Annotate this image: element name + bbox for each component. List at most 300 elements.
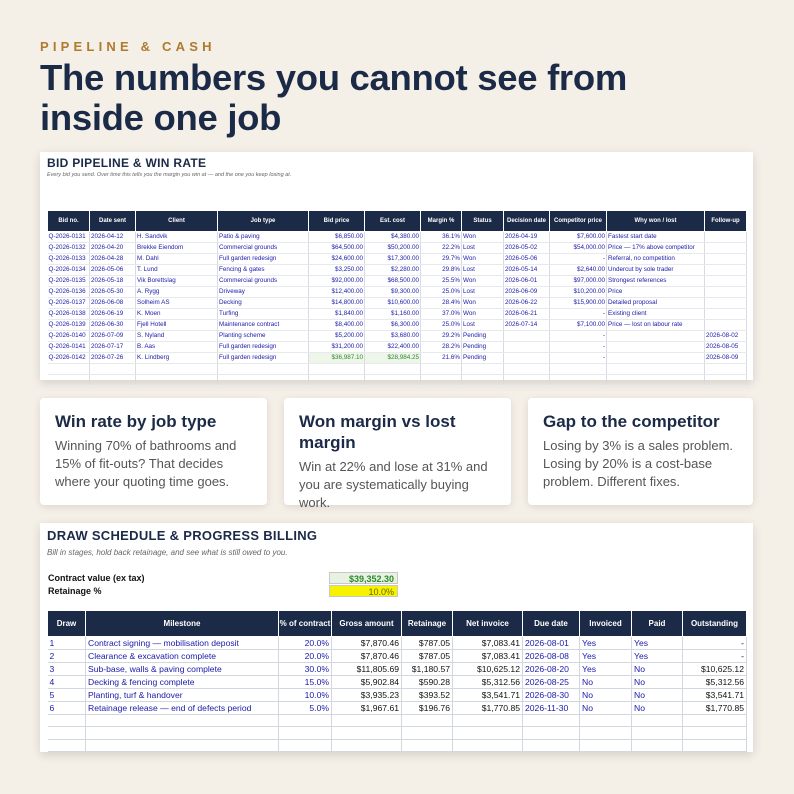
table-cell[interactable] (523, 727, 580, 739)
table-cell[interactable]: Price — lost on labour rate (607, 320, 705, 331)
table-row (48, 309, 747, 320)
table-cell[interactable]: $393.52 (402, 689, 453, 702)
table-cell[interactable]: Q-2026-0140 (48, 331, 90, 342)
table-cell[interactable]: No (632, 702, 683, 715)
table-cell[interactable]: 2026-04-28 (90, 254, 136, 265)
table-cell[interactable]: Fjell Hotell (136, 320, 218, 331)
table-cell[interactable]: 29.2% (421, 331, 462, 342)
table-cell[interactable]: $10,200.00 (550, 287, 607, 298)
table-cell[interactable] (523, 715, 580, 727)
table-cell[interactable] (90, 364, 136, 375)
table-cell[interactable]: Full garden redesign (218, 342, 309, 353)
table-cell[interactable]: Price (607, 287, 705, 298)
table-cell[interactable]: M. Dahl (136, 254, 218, 265)
table-cell[interactable]: - (683, 650, 747, 663)
table-cell[interactable]: 29.8% (421, 265, 462, 276)
table-cell[interactable] (48, 375, 90, 386)
table-cell[interactable] (523, 739, 580, 751)
table-cell[interactable]: 1 (48, 637, 86, 650)
table-cell[interactable]: $12,400.00 (309, 287, 365, 298)
table-cell[interactable]: $2,640.00 (550, 265, 607, 276)
table-cell[interactable] (580, 715, 632, 727)
table-cell[interactable]: 10.0% (279, 689, 332, 702)
table-cell[interactable] (632, 715, 683, 727)
table-cell[interactable] (218, 364, 309, 375)
table-cell[interactable]: $5,312.56 (453, 676, 523, 689)
table-cell[interactable] (402, 715, 453, 727)
table-cell[interactable]: $36,987.10 (309, 353, 365, 364)
table-cell[interactable]: 20.0% (279, 650, 332, 663)
table-cell[interactable]: 2026-06-08 (90, 298, 136, 309)
table-cell[interactable]: $10,625.12 (453, 663, 523, 676)
column-header[interactable]: Status (462, 211, 504, 232)
column-header[interactable]: % of contract (279, 611, 332, 637)
table-cell[interactable]: $11,805.69 (332, 663, 402, 676)
table-cell[interactable] (705, 243, 747, 254)
column-header[interactable]: Paid (632, 611, 683, 637)
table-cell[interactable]: $787.05 (402, 637, 453, 650)
table-cell[interactable]: Q-2026-0134 (48, 265, 90, 276)
table-cell[interactable] (504, 342, 550, 353)
empty-row (48, 727, 747, 739)
table-cell[interactable] (705, 364, 747, 375)
eyebrow-label: PIPELINE & CASH (40, 39, 216, 54)
table-cell[interactable]: 2026-07-14 (504, 320, 550, 331)
table-cell[interactable]: 2 (48, 650, 86, 663)
table-cell[interactable]: Pending (462, 342, 504, 353)
table-cell[interactable] (86, 739, 279, 751)
column-header[interactable]: Gross amount (332, 611, 402, 637)
table-cell[interactable]: 2026-05-18 (90, 276, 136, 287)
table-cell[interactable] (86, 727, 279, 739)
card-competitor-gap (528, 398, 753, 505)
table-cell[interactable]: Referral, no competition (607, 254, 705, 265)
table-cell[interactable]: Yes (580, 637, 632, 650)
table-cell[interactable]: Full garden redesign (218, 353, 309, 364)
table-cell[interactable]: $9,300.00 (365, 287, 421, 298)
table-cell[interactable] (632, 727, 683, 739)
table-cell[interactable] (705, 265, 747, 276)
column-header[interactable]: Why won / lost (607, 211, 705, 232)
table-cell[interactable]: Won (462, 254, 504, 265)
table-cell[interactable]: Planting, turf & handover (86, 689, 279, 702)
contract-value-input[interactable]: $39,352.30 (329, 572, 398, 584)
column-header[interactable]: Client (136, 211, 218, 232)
table-cell[interactable]: 37.0% (421, 309, 462, 320)
table-cell[interactable]: 2026-06-01 (504, 276, 550, 287)
table-cell[interactable]: $7,600.00 (550, 232, 607, 243)
table-cell[interactable] (504, 353, 550, 364)
column-header[interactable]: Decision date (504, 211, 550, 232)
table-cell[interactable]: $28,984.25 (365, 353, 421, 364)
table-cell[interactable] (218, 375, 309, 386)
table-cell[interactable]: 2026-08-01 (523, 637, 580, 650)
column-header[interactable]: Bid no. (48, 211, 90, 232)
table-cell[interactable]: Q-2026-0137 (48, 298, 90, 309)
table-cell[interactable]: $6,300.00 (365, 320, 421, 331)
table-cell[interactable]: 2026-07-09 (90, 331, 136, 342)
table-cell[interactable]: $14,800.00 (309, 298, 365, 309)
table-cell[interactable]: 2026-07-17 (90, 342, 136, 353)
table-cell[interactable]: $15,900.00 (550, 298, 607, 309)
column-header[interactable]: Date sent (90, 211, 136, 232)
table-cell[interactable]: Q-2026-0133 (48, 254, 90, 265)
draw-sheet-title: DRAW SCHEDULE & PROGRESS BILLING (47, 528, 318, 543)
table-cell[interactable]: $1,770.85 (453, 702, 523, 715)
table-cell[interactable]: $50,200.00 (365, 243, 421, 254)
table-cell[interactable]: Q-2026-0136 (48, 287, 90, 298)
table-cell[interactable]: Contract signing — mobilisation deposit (86, 637, 279, 650)
table-cell[interactable] (453, 715, 523, 727)
table-cell[interactable]: $5,902.84 (332, 676, 402, 689)
table-cell[interactable] (309, 375, 365, 386)
card-win-rate (40, 398, 267, 505)
column-header[interactable]: Due date (523, 611, 580, 637)
table-cell[interactable]: 2026-04-12 (90, 232, 136, 243)
table-cell[interactable] (365, 375, 421, 386)
table-cell[interactable]: Q-2026-0141 (48, 342, 90, 353)
table-cell[interactable]: $3,250.00 (309, 265, 365, 276)
table-cell[interactable]: 3 (48, 663, 86, 676)
table-cell[interactable]: Decking (218, 298, 309, 309)
table-cell[interactable] (705, 276, 747, 287)
column-header[interactable]: Est. cost (365, 211, 421, 232)
table-cell[interactable]: $1,180.57 (402, 663, 453, 676)
table-cell[interactable] (580, 739, 632, 751)
table-cell[interactable] (705, 232, 747, 243)
table-cell[interactable] (705, 320, 747, 331)
table-cell[interactable]: Detailed proposal (607, 298, 705, 309)
table-cell[interactable]: Clearance & excavation complete (86, 650, 279, 663)
table-cell[interactable] (550, 364, 607, 375)
table-cell[interactable] (48, 364, 90, 375)
table-cell[interactable] (421, 375, 462, 386)
empty-row (48, 375, 747, 386)
column-header[interactable]: Draw (48, 611, 86, 637)
table-cell[interactable] (453, 727, 523, 739)
table-cell[interactable]: 2026-05-14 (504, 265, 550, 276)
table-cell[interactable] (462, 375, 504, 386)
table-cell[interactable]: 2026-08-30 (523, 689, 580, 702)
table-cell[interactable]: Brekke Eiendom (136, 243, 218, 254)
table-cell[interactable] (332, 739, 402, 751)
table-cell[interactable] (607, 342, 705, 353)
table-cell[interactable]: - (550, 331, 607, 342)
table-row (48, 689, 747, 702)
table-cell[interactable]: No (632, 676, 683, 689)
table-cell[interactable]: 2026-06-09 (504, 287, 550, 298)
table-cell[interactable]: Price — 17% above competitor (607, 243, 705, 254)
table-cell[interactable]: $3,935.23 (332, 689, 402, 702)
table-cell[interactable]: 28.2% (421, 342, 462, 353)
table-cell[interactable]: Planting scheme (218, 331, 309, 342)
table-cell[interactable] (279, 727, 332, 739)
table-cell[interactable]: 36.1% (421, 232, 462, 243)
table-cell[interactable] (504, 364, 550, 375)
table-cell[interactable]: $1,160.00 (365, 309, 421, 320)
table-cell[interactable]: Won (462, 276, 504, 287)
table-cell[interactable] (705, 309, 747, 320)
table-cell[interactable] (607, 331, 705, 342)
table-cell[interactable]: Fencing & gates (218, 265, 309, 276)
table-cell[interactable]: No (580, 702, 632, 715)
table-cell[interactable] (607, 353, 705, 364)
table-cell[interactable]: - (550, 309, 607, 320)
table-cell[interactable]: 22.2% (421, 243, 462, 254)
table-cell[interactable]: Sub-base, walls & paving complete (86, 663, 279, 676)
table-cell[interactable] (332, 727, 402, 739)
table-cell[interactable]: 5 (48, 689, 86, 702)
table-cell[interactable] (705, 254, 747, 265)
table-cell[interactable]: Yes (580, 663, 632, 676)
table-cell[interactable]: Retainage release — end of defects period (86, 702, 279, 715)
table-cell[interactable] (136, 375, 218, 386)
table-cell[interactable] (48, 739, 86, 751)
table-cell[interactable] (48, 715, 86, 727)
table-cell[interactable] (136, 364, 218, 375)
table-cell[interactable]: Commercial grounds (218, 243, 309, 254)
table-cell[interactable]: 6 (48, 702, 86, 715)
table-cell[interactable]: K. Moen (136, 309, 218, 320)
table-cell[interactable] (632, 739, 683, 751)
table-cell[interactable]: 5.0% (279, 702, 332, 715)
card-title: Gap to the competitor (543, 412, 720, 431)
table-cell[interactable]: 4 (48, 676, 86, 689)
table-cell[interactable]: $4,380.00 (365, 232, 421, 243)
table-cell[interactable]: H. Sandvik (136, 232, 218, 243)
table-cell[interactable]: Vik Borettslag (136, 276, 218, 287)
table-cell[interactable]: $68,500.00 (365, 276, 421, 287)
table-cell[interactable] (86, 715, 279, 727)
bid-pipeline-table (47, 210, 747, 386)
column-header[interactable]: Milestone (86, 611, 279, 637)
table-cell[interactable]: $64,500.00 (309, 243, 365, 254)
column-header[interactable]: Retainage (402, 611, 453, 637)
table-cell[interactable]: 2026-06-21 (504, 309, 550, 320)
column-header[interactable]: Bid price (309, 211, 365, 232)
table-cell[interactable]: - (550, 342, 607, 353)
table-cell[interactable]: Q-2026-0142 (48, 353, 90, 364)
table-cell[interactable]: Lost (462, 265, 504, 276)
table-cell[interactable] (365, 364, 421, 375)
table-cell[interactable]: 28.4% (421, 298, 462, 309)
column-header[interactable]: Net invoice (453, 611, 523, 637)
table-cell[interactable]: Commercial grounds (218, 276, 309, 287)
table-row (48, 637, 747, 650)
table-cell[interactable]: No (580, 676, 632, 689)
table-cell[interactable]: 2026-08-20 (523, 663, 580, 676)
table-cell[interactable]: Maintenance contract (218, 320, 309, 331)
table-cell[interactable]: 2026-05-06 (90, 265, 136, 276)
table-cell[interactable]: Pending (462, 353, 504, 364)
table-cell[interactable]: $787.05 (402, 650, 453, 663)
table-cell[interactable] (421, 364, 462, 375)
table-cell[interactable]: $5,200.00 (309, 331, 365, 342)
table-cell[interactable]: Lost (462, 320, 504, 331)
table-cell[interactable]: Q-2026-0135 (48, 276, 90, 287)
table-cell[interactable] (309, 364, 365, 375)
table-cell[interactable]: 29.7% (421, 254, 462, 265)
table-cell[interactable] (402, 727, 453, 739)
table-cell[interactable]: 2026-05-30 (90, 287, 136, 298)
table-cell[interactable]: 15.0% (279, 676, 332, 689)
table-cell[interactable]: Yes (632, 650, 683, 663)
table-cell[interactable]: - (550, 254, 607, 265)
table-cell[interactable]: 2026-08-02 (705, 331, 747, 342)
table-cell[interactable]: Driveway (218, 287, 309, 298)
column-header[interactable]: Job type (218, 211, 309, 232)
table-cell[interactable] (332, 715, 402, 727)
table-cell[interactable]: $3,680.00 (365, 331, 421, 342)
table-cell[interactable] (90, 375, 136, 386)
table-cell[interactable]: 2026-08-08 (523, 650, 580, 663)
table-cell[interactable] (705, 298, 747, 309)
table-cell[interactable]: Patio & paving (218, 232, 309, 243)
table-cell[interactable] (683, 739, 747, 751)
table-cell[interactable]: 25.0% (421, 320, 462, 331)
column-header[interactable]: Competitor price (550, 211, 607, 232)
table-cell[interactable] (705, 375, 747, 386)
table-cell[interactable]: $3,541.71 (683, 689, 747, 702)
table-cell[interactable] (279, 739, 332, 751)
table-cell[interactable]: Solheim AS (136, 298, 218, 309)
table-cell[interactable]: Existing client (607, 309, 705, 320)
table-cell[interactable]: 2026-08-05 (705, 342, 747, 353)
table-cell[interactable]: $7,100.00 (550, 320, 607, 331)
table-row (48, 342, 747, 353)
table-cell[interactable]: $6,850.00 (309, 232, 365, 243)
table-cell[interactable]: $7,870.46 (332, 650, 402, 663)
table-cell[interactable] (705, 287, 747, 298)
table-cell[interactable]: 2026-07-26 (90, 353, 136, 364)
table-cell[interactable]: - (683, 637, 747, 650)
table-cell[interactable]: 25.5% (421, 276, 462, 287)
table-cell[interactable]: 25.0% (421, 287, 462, 298)
table-cell[interactable]: Q-2026-0131 (48, 232, 90, 243)
table-cell[interactable]: $97,000.00 (550, 276, 607, 287)
table-cell[interactable]: 30.0% (279, 663, 332, 676)
table-cell[interactable]: No (580, 689, 632, 702)
table-cell[interactable]: Won (462, 309, 504, 320)
table-cell[interactable]: 21.6% (421, 353, 462, 364)
table-cell[interactable] (48, 727, 86, 739)
table-cell[interactable]: $5,312.56 (683, 676, 747, 689)
column-header[interactable]: Outstanding (683, 611, 747, 637)
table-cell[interactable]: 2026-06-19 (90, 309, 136, 320)
table-cell[interactable]: $17,300.00 (365, 254, 421, 265)
table-cell[interactable]: B. Aas (136, 342, 218, 353)
table-cell[interactable]: 2026-08-25 (523, 676, 580, 689)
table-row (48, 254, 747, 265)
table-cell[interactable]: $7,870.46 (332, 637, 402, 650)
column-header[interactable]: Follow-up (705, 211, 747, 232)
table-cell[interactable]: 2026-05-02 (504, 243, 550, 254)
table-cell[interactable] (683, 727, 747, 739)
table-cell[interactable]: T. Lund (136, 265, 218, 276)
table-cell[interactable]: Won (462, 298, 504, 309)
table-cell[interactable]: A. Rygg (136, 287, 218, 298)
table-cell[interactable]: $8,400.00 (309, 320, 365, 331)
table-cell[interactable]: Won (462, 232, 504, 243)
table-cell[interactable]: $196.76 (402, 702, 453, 715)
table-cell[interactable]: Strongest references (607, 276, 705, 287)
table-cell[interactable]: $3,541.71 (453, 689, 523, 702)
table-cell[interactable]: Full garden redesign (218, 254, 309, 265)
table-cell[interactable] (453, 739, 523, 751)
table-row (48, 298, 747, 309)
retainage-input[interactable]: 10.0% (329, 585, 398, 597)
table-cell[interactable]: Lost (462, 287, 504, 298)
table-cell[interactable]: Turfing (218, 309, 309, 320)
table-cell[interactable]: $54,000.00 (550, 243, 607, 254)
table-cell[interactable]: Fastest start date (607, 232, 705, 243)
table-cell[interactable]: $92,000.00 (309, 276, 365, 287)
table-cell[interactable] (607, 375, 705, 386)
table-cell[interactable]: $1,967.61 (332, 702, 402, 715)
table-cell[interactable]: Q-2026-0138 (48, 309, 90, 320)
table-cell[interactable]: 2026-11-30 (523, 702, 580, 715)
table-cell[interactable]: $2,280.00 (365, 265, 421, 276)
table-cell[interactable]: 2026-04-19 (504, 232, 550, 243)
table-cell[interactable] (462, 364, 504, 375)
table-cell[interactable]: 20.0% (279, 637, 332, 650)
table-cell[interactable]: 2026-08-09 (705, 353, 747, 364)
table-cell[interactable]: Pending (462, 331, 504, 342)
table-cell[interactable]: 2026-06-22 (504, 298, 550, 309)
table-cell[interactable]: $1,840.00 (309, 309, 365, 320)
table-cell[interactable]: $24,600.00 (309, 254, 365, 265)
column-header[interactable]: Margin % (421, 211, 462, 232)
table-cell[interactable]: Decking & fencing complete (86, 676, 279, 689)
table-cell[interactable]: Q-2026-0139 (48, 320, 90, 331)
table-cell[interactable]: S. Nyland (136, 331, 218, 342)
table-cell[interactable] (683, 715, 747, 727)
table-cell[interactable]: Yes (632, 637, 683, 650)
table-row (48, 265, 747, 276)
table-cell[interactable]: Q-2026-0132 (48, 243, 90, 254)
table-cell[interactable] (402, 739, 453, 751)
table-cell[interactable] (504, 375, 550, 386)
table-cell[interactable]: K. Lindberg (136, 353, 218, 364)
table-cell[interactable]: $590.28 (402, 676, 453, 689)
table-cell[interactable]: No (632, 689, 683, 702)
table-cell[interactable]: No (632, 663, 683, 676)
table-cell[interactable]: $22,400.00 (365, 342, 421, 353)
table-row (48, 353, 747, 364)
table-cell[interactable]: $31,200.00 (309, 342, 365, 353)
table-cell[interactable] (550, 375, 607, 386)
table-cell[interactable]: 2026-04-20 (90, 243, 136, 254)
table-cell[interactable]: $10,600.00 (365, 298, 421, 309)
column-header[interactable]: Invoiced (580, 611, 632, 637)
table-row (48, 276, 747, 287)
table-cell[interactable] (607, 364, 705, 375)
table-cell[interactable]: 2026-05-06 (504, 254, 550, 265)
table-cell[interactable] (580, 727, 632, 739)
table-cell[interactable]: Lost (462, 243, 504, 254)
table-cell[interactable]: Yes (580, 650, 632, 663)
table-cell[interactable]: $7,083.41 (453, 637, 523, 650)
table-cell[interactable]: - (550, 353, 607, 364)
table-cell[interactable]: Undercut by sole trader (607, 265, 705, 276)
table-cell[interactable]: 2026-06-30 (90, 320, 136, 331)
table-cell[interactable]: $10,625.12 (683, 663, 747, 676)
table-cell[interactable] (279, 715, 332, 727)
table-cell[interactable]: $1,770.85 (683, 702, 747, 715)
empty-row (48, 739, 747, 751)
table-cell[interactable]: $7,083.41 (453, 650, 523, 663)
table-cell[interactable] (504, 331, 550, 342)
